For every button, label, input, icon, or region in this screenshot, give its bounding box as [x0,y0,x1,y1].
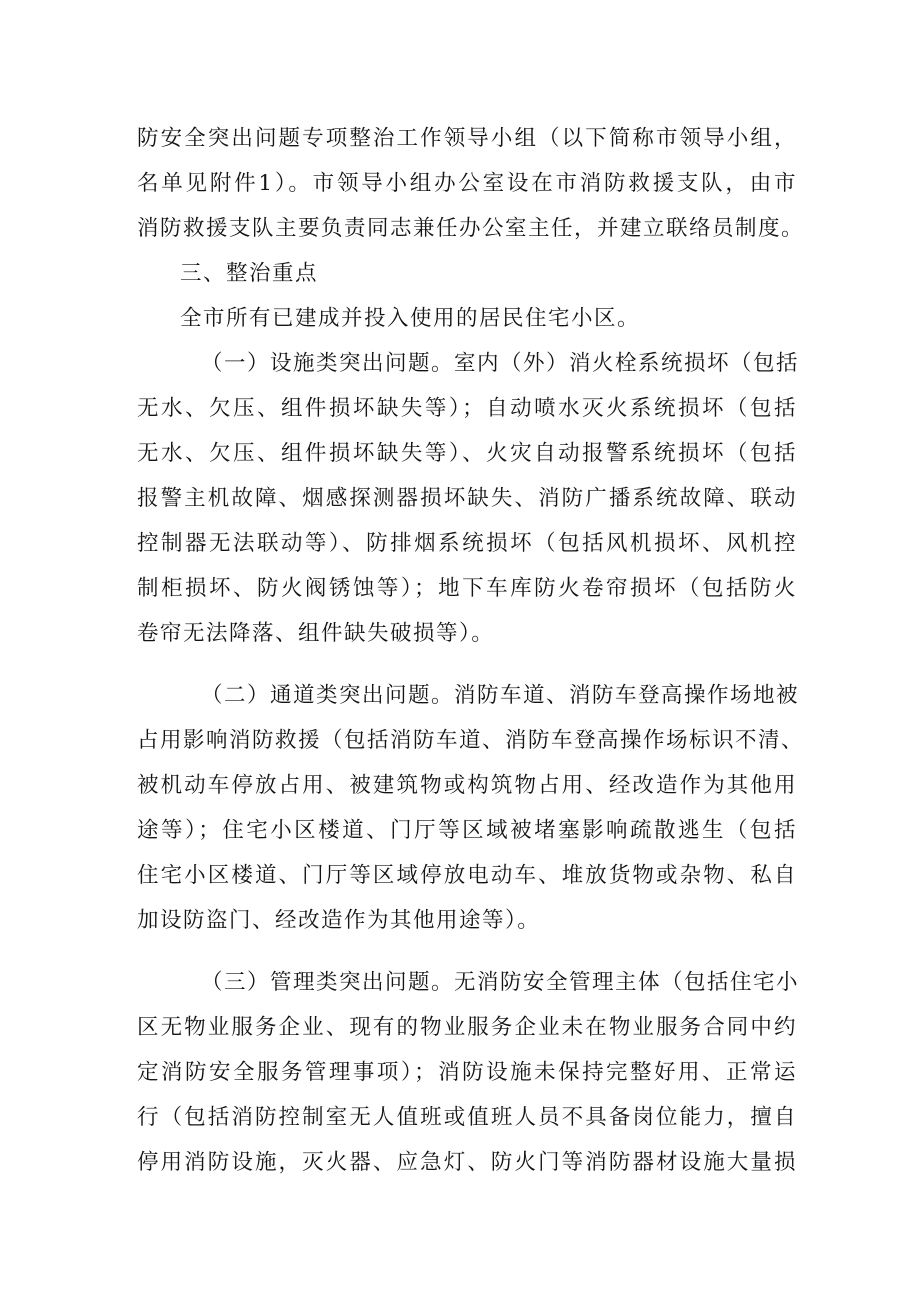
text-line: 住宅小区楼道、门厅等区域停放电动车、堆放货物或杂物、私自 [137,863,797,888]
text-line: 加设防盗门、经改造作为其他用途等）。 [137,908,541,933]
text-line: 被机动车停放占用、被建筑物或构筑物占用、经改造作为其他用 [137,773,797,798]
paragraph-management [137,960,800,1185]
paragraph-facilities [137,341,800,656]
text-line: 卷帘无法降落、组件缺失破损等）。 [137,621,495,646]
text-line: 报警主机故障、烟感探测器损坏缺失、消防广播系统故障、联动 [137,486,797,511]
paragraph-spacer [137,656,797,673]
text-line: 无水、欠压、组件损坏缺失等）；自动喷水灭火系统损坏（包括 [137,396,797,421]
text-line: 区无物业服务企业、现有的物业服务企业未在物业服务合同中约 [137,1015,797,1040]
text-line: 防安全突出问题专项整治工作领导小组（以下简称市领导小组， [137,126,797,151]
text-line: 定消防安全服务管理事项）；消防设施未保持完整好用、正常运 [137,1060,797,1085]
text-line: 消防救援支队主要负责同志兼任办公室主任，并建立联络员制度。 [137,216,805,241]
text-line: 占用影响消防救援（包括消防车道、消防车登高操作场标识不清、 [137,728,805,753]
text-line: 无水、欠压、组件损坏缺失等）、火灾自动报警系统损坏（包括 [137,441,797,466]
text-line: 途等）；住宅小区楼道、门厅等区域被堵塞影响疏散逃生（包括 [137,818,797,843]
text-line: （三）管理类突出问题。无消防安全管理主体（包括住宅小 [201,970,800,995]
text-line: 行（包括消防控制室无人值班或值班人员不具备岗位能力，擅自 [137,1105,797,1130]
paragraph-passages [137,673,805,943]
text-line: 名单见附件1）。市领导小组办公室设在市消防救援支队，由市 [137,171,797,196]
text-line: （二）通道类突出问题。消防车道、消防车登高操作场地被 [201,683,800,708]
scope-paragraph: 全市所有已建成并投入使用的居民住宅小区。 [180,306,641,331]
text-line: 停用消防设施，灭火器、应急灯、防火门等消防器材设施大量损 [137,1150,797,1175]
text-line: （一）设施类突出问题。室内（外）消火栓系统损坏（包括 [201,351,800,376]
document-body [137,116,805,1185]
text-line: 控制器无法联动等）、防排烟系统损坏（包括风机损坏、风机控 [137,531,797,556]
text-line: 制柜损坏、防火阀锈蚀等）；地下车库防火卷帘损坏（包括防火 [137,576,797,601]
section-heading: 三、整治重点 [180,261,319,286]
paragraph-spacer [137,943,797,960]
paragraph-leading-group [137,116,805,251]
